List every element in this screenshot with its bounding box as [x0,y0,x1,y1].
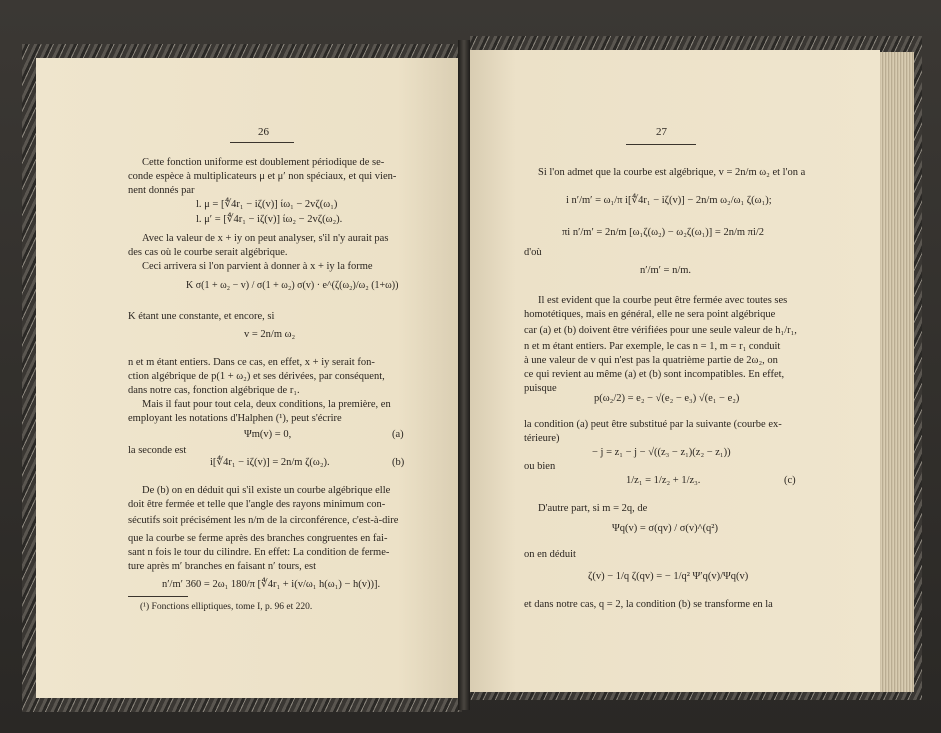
formula: Ψm(v) = 0, [244,429,292,440]
formula: v = 2n/m ω₂ [244,329,296,340]
page-number: 27 [656,126,667,138]
book-gutter [458,40,470,710]
formula: Ψq(v) = σ(qv) / σ(v)^(q²) [612,523,718,534]
page-stack-edge [878,52,914,692]
text-line: nent donnés par [128,185,195,196]
formula: p(ω₂/2) = e₂ − √(e₂ − e₃) √(e₁ − e₂) [594,393,740,404]
formula: i[∜4r₁ − iζ(v)] = 2n/m ζ(ω₂). [210,457,330,468]
footnote-rule [128,596,188,597]
formula: n′/m′ = n/m. [640,265,692,276]
formula: l. μ = [∜4r₁ − iζ(v)] ίω₁ − 2vζ(ω₁) [196,199,338,210]
text-line: Mais il faut pour tout cela, deux conditions, la première, en [142,399,391,410]
formula: l. μ′ = [∜4r₁ − iζ(v)] ίω₂ − 2vζ(ω₂). [196,214,343,225]
text-line: on en déduit [524,549,576,560]
formula: 1/z₁ = 1/z₂ + 1/z₃. [626,475,701,486]
text-line: Ceci arrivera si l'on parvient à donner à x + iy la forme [142,261,373,272]
text-line: Avec la valeur de x + iy on peut analyser, s'il n'y aurait pas [142,233,389,244]
equation-label: (b) [392,457,405,468]
left-page [36,58,462,698]
text-line: d'où [524,247,542,258]
text-line: la seconde est [128,445,187,456]
text-line: car (a) et (b) doivent être vérifiées pour une seule valeur de h₁/r₁, [524,325,797,336]
formula: πi n′/m′ = 2n/m [ω₁ζ(ω₂) − ω₂ζ(ω₁)] = 2n/m πi/2 [562,227,765,238]
formula: ζ(v) − 1/q ζ(qv) = − 1/q² Ψ′q(v)/Ψq(v) [588,571,749,582]
text-line: D'autre part, si m = 2q, de [538,503,648,514]
text-line: homotétiques, mais en général, elle ne sera point algébrique [524,309,776,320]
formula: − j = z₁ − j − √((z₃ − z₁)(z₂ − z₁)) [592,447,731,458]
text-line: à une valeur de v qui n'est pas la quatrième partie de 2ω₂, on [524,355,778,366]
text-line: que la courbe se ferme après des branches congruentes en fai- [128,533,388,544]
formula: n′/m′ 360 = 2ω₁ 180/π [∜4r₁ + i(v/ω₁ h(ω₁) − h(v))]. [162,579,381,590]
text-line: ture après m′ branches en faisant n′ tours, est [128,561,316,572]
text-line: sant n fois le tour du cilindre. En effet: La condition de ferme- [128,547,390,558]
right-page [466,50,880,692]
text-line: ction algébrique de p(1 + ω₂) et ses dérivées, par conséquent, [128,371,385,382]
text-line: conde espèce à multiplicateurs μ et μ′ non spéciaux, et qui vien- [128,171,397,182]
text-line: n et m étant entiers. Dans ce cas, en effet, x + iy serait fon- [128,357,375,368]
text-line: K étant une constante, et encore, si [128,311,275,322]
formula: K σ(1 + ω₂ − v) / σ(1 + ω₂) σ(v) · e^(ζ(ω₂)/ω₂ (1+ω)) [186,280,399,291]
text-line: Cette fonction uniforme est doublement périodique de se- [142,157,385,168]
equation-label: (a) [392,429,404,440]
text-line: Si l'on admet que la courbe est algébrique, v = 2n/m ω₂ et l'on a [538,167,806,178]
text-line: De (b) on en déduit qui s'il existe un courbe algébrique elle [142,485,391,496]
text-line: n et m étant entiers. Par exemple, le cas n = 1, m = r₁ conduit [524,341,781,352]
text-line: doit être fermée et telle que l'angle des rayons minimum con- [128,499,386,510]
text-line: térieure) [524,433,560,444]
text-line: employant les notations d'Halphen (¹), peut s'écrire [128,413,342,424]
header-rule [626,144,696,145]
equation-label: (c) [784,475,796,486]
text-line: Il est evident que la courbe peut être fermée avec toutes ses [538,295,788,306]
text-line: ou bien [524,461,556,472]
text-line: et dans notre cas, q = 2, la condition (b) se transforme en la [524,599,773,610]
text-line: sécutifs soit précisément les n/m de la circonférence, c'est-à-dire [128,515,399,526]
footnote: (¹) Fonctions elliptiques, tome I, p. 96 et 220. [140,602,313,612]
page-number: 26 [258,126,269,138]
text-line: des cas où le courbe serait algébrique. [128,247,288,258]
text-line: la condition (a) peut être substitué par la suivante (courbe ex- [524,419,782,430]
header-rule [230,142,294,143]
text-line: dans notre cas, fonction algébrique de r₁. [128,385,300,396]
text-line: ce qui revient au même (a) et (b) sont incompatibles. En effet, [524,369,785,380]
formula: i n′/m′ = ω₁/π i[∜4r₁ − iζ(v)] − 2n/m ω₂/ω₁ ζ(ω₁); [566,195,772,206]
text-line: puisque [524,383,557,394]
